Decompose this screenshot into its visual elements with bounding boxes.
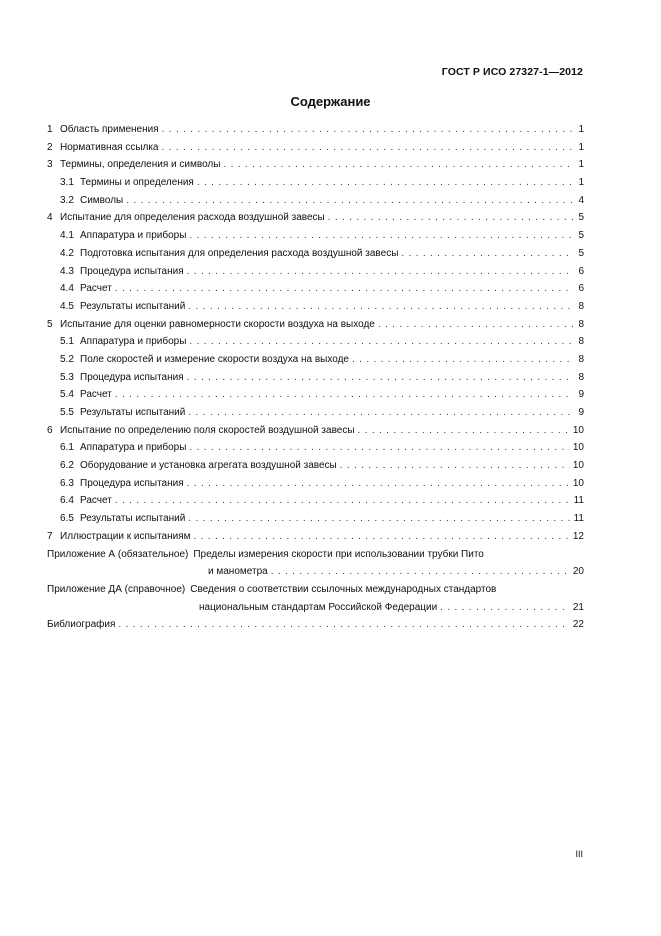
toc-entry-number: 4.5 (60, 300, 74, 312)
toc-entry[interactable] (47, 351, 584, 369)
toc-leader-dots (188, 510, 570, 528)
toc-entry-number: 6.2 (60, 460, 74, 472)
appendix-first-line (47, 546, 584, 564)
bibliography-label: Библиография (47, 619, 116, 631)
toc-entry-number: 4 (47, 212, 53, 224)
toc-entry[interactable] (47, 192, 584, 210)
toc-appendix-entry[interactable] (47, 581, 584, 616)
toc-entry-label: Поле скоростей и измерение скорости воздуха на выходе (80, 353, 349, 365)
toc-leader-dots (197, 174, 573, 192)
toc-entry-page: 8 (578, 300, 584, 312)
toc-entry-page: 6 (578, 265, 584, 277)
toc-entry[interactable] (47, 298, 584, 316)
toc-entry-label: Аппаратура и приборы (80, 336, 187, 348)
toc-entry-label: Подготовка испытания для определения расхода воздушной завесы (80, 247, 399, 259)
toc-entry[interactable] (47, 280, 584, 298)
toc-leader-dots (115, 492, 571, 510)
toc-entry-number: 6 (47, 424, 53, 436)
toc-entry-label: Расчет (80, 495, 112, 507)
toc-entry-page: 1 (578, 141, 584, 153)
toc-leader-dots (115, 386, 573, 404)
toc-entry-page: 10 (572, 477, 584, 489)
toc-entry-label: Аппаратура и приборы (80, 442, 187, 454)
toc-entry[interactable] (47, 316, 584, 334)
toc-entry-page: 11 (573, 495, 584, 507)
page-title: Содержание (290, 94, 371, 109)
toc-entry-page: 5 (578, 212, 584, 224)
toc-entry-page: 8 (578, 336, 584, 348)
toc-entry-page: 9 (578, 407, 584, 418)
toc-leader-dots (187, 475, 570, 493)
toc-entry-label: Испытание для определения расхода воздушной завесы (60, 212, 325, 224)
toc-entry[interactable] (47, 475, 584, 493)
toc-entry-page: 1 (578, 177, 584, 189)
toc-entry-number: 4.3 (60, 265, 74, 277)
appendix-prefix: Приложение А (обязательное) (47, 548, 189, 560)
toc-entry-number: 3 (47, 159, 53, 171)
toc-entry-number: 1 (47, 124, 53, 135)
toc-entry-number: 4.2 (60, 247, 74, 259)
toc-entry[interactable] (47, 245, 584, 263)
toc-leader-dots (358, 422, 570, 440)
appendix-prefix: Приложение ДА (справочное) (47, 583, 186, 595)
toc-entry[interactable] (47, 369, 584, 387)
toc-entry-page: 6 (578, 283, 584, 295)
appendix-title-line1: Сведения о соответствии ссылочных международных стандартов (190, 583, 497, 595)
toc-leader-dots (126, 192, 573, 210)
toc-leader-dots (188, 404, 573, 422)
toc-entry-label: Область применения (60, 124, 159, 135)
toc-leader-dots (189, 227, 573, 245)
toc-entry-page: 22 (572, 619, 584, 631)
toc-entry-label: Расчет (80, 283, 112, 295)
toc-entry-label: Нормативная ссылка (60, 141, 159, 153)
toc-entry-label: Термины, определения и символы (60, 159, 221, 171)
document-header: ГОСТ Р ИСО 27327-1—2012 (441, 66, 583, 78)
toc-entry[interactable] (47, 386, 584, 404)
toc-entry-page: 8 (578, 371, 584, 383)
toc-leader-dots (352, 351, 573, 369)
toc-entry[interactable] (47, 227, 584, 245)
toc-entry-number: 7 (47, 530, 53, 542)
toc-entry-label: Оборудование и установка агрегата воздушной завесы (80, 460, 337, 472)
toc-leader-dots (115, 280, 573, 298)
toc-entry-page: 11 (573, 513, 584, 525)
toc-entry-label: Процедура испытания (80, 265, 184, 277)
page-number: III (575, 849, 583, 859)
toc-entry-number: 6.5 (60, 513, 74, 525)
toc-entry-label: Испытание для оценки равномерности скорости воздуха на выходе (60, 318, 375, 330)
toc-entry-page: 10 (572, 460, 584, 472)
toc-leader-dots (340, 457, 570, 475)
toc-appendix-entry[interactable] (47, 546, 584, 581)
toc-entry[interactable] (47, 404, 584, 422)
toc-leader-dots (378, 316, 573, 334)
toc-leader-dots (187, 263, 573, 281)
toc-entry-label: Иллюстрации к испытаниям (60, 530, 191, 542)
toc-entry-number: 2 (47, 141, 53, 153)
toc-entry-page: 10 (572, 442, 584, 454)
appendix-second-line (47, 599, 584, 617)
toc-entry-label: Аппаратура и приборы (80, 230, 187, 242)
toc-entry[interactable] (47, 439, 584, 457)
toc-leader-dots (187, 369, 573, 387)
toc-entry-number: 6.3 (60, 477, 74, 489)
toc-entry-label: Процедура испытания (80, 371, 184, 383)
toc-leader-dots (162, 121, 573, 139)
toc-entry-number: 4.4 (60, 283, 74, 295)
toc-entry[interactable] (47, 333, 584, 351)
toc-entry-number: 5.1 (60, 336, 74, 348)
toc-entry-page: 10 (572, 424, 584, 436)
toc-entry-page: 1 (578, 124, 584, 135)
toc-entry-label: Результаты испытаний (80, 300, 186, 312)
toc-entry-label: Термины и определения (80, 177, 194, 189)
toc-entry-label: Результаты испытаний (80, 407, 186, 418)
toc-entry-number: 4.1 (60, 230, 74, 242)
toc-entry-page: 12 (572, 530, 584, 542)
toc-leader-dots (401, 245, 573, 263)
toc-entry-page: 5 (578, 230, 584, 242)
toc-entry[interactable] (47, 457, 584, 475)
toc-entry-number: 5.5 (60, 407, 74, 418)
toc-leader-dots (223, 156, 573, 174)
toc-entry-number: 5 (47, 318, 53, 330)
toc-entry[interactable] (47, 209, 584, 227)
appendix-title-line2: и манометра (208, 566, 268, 578)
toc-entry-number: 6.1 (60, 442, 74, 454)
appendix-first-line (47, 581, 584, 599)
toc-entry[interactable] (47, 422, 584, 440)
appendix-title-line2: национальным стандартам Российской Федерации (199, 601, 438, 613)
toc-leader-dots (162, 139, 574, 157)
toc-leader-dots (194, 528, 570, 546)
toc-entry-page: 8 (578, 353, 584, 365)
toc-leader-dots (328, 209, 573, 227)
toc-entry-page: 9 (578, 389, 584, 401)
toc-entry-number: 3.2 (60, 194, 74, 206)
toc-leader-dots (189, 439, 569, 457)
toc-entry-label: Символы (80, 194, 124, 206)
toc-entry[interactable] (47, 528, 584, 546)
table-of-contents (47, 121, 584, 634)
toc-entry-number: 5.4 (60, 389, 74, 401)
toc-leader-dots (271, 563, 570, 581)
toc-entry[interactable] (47, 156, 584, 174)
toc-entry-label: Процедура испытания (80, 477, 184, 489)
toc-entry-number: 5.3 (60, 371, 74, 383)
toc-entry-page: 4 (578, 194, 584, 206)
toc-entry[interactable] (47, 263, 584, 281)
toc-entry-page: 1 (578, 159, 584, 171)
toc-entry[interactable] (47, 492, 584, 510)
toc-entry[interactable] (47, 174, 584, 192)
toc-entry[interactable] (47, 139, 584, 157)
toc-entry-page: 5 (578, 247, 584, 259)
toc-entry-label: Расчет (80, 389, 112, 401)
toc-entry-page: 20 (572, 566, 584, 578)
appendix-second-line (47, 563, 584, 581)
toc-entry[interactable] (47, 510, 584, 528)
toc-leader-dots (188, 298, 573, 316)
toc-entry-label: Результаты испытаний (80, 513, 186, 525)
toc-bibliography-entry[interactable] (47, 616, 584, 634)
toc-entry-page: 21 (572, 601, 584, 613)
toc-leader-dots (118, 616, 569, 634)
appendix-title-line1: Пределы измерения скорости при использовании трубки Пито (193, 548, 484, 560)
toc-entry-number: 3.1 (60, 177, 74, 189)
toc-entry-number: 6.4 (60, 495, 74, 507)
toc-entry-page: 8 (578, 318, 584, 330)
toc-leader-dots (440, 599, 570, 617)
toc-entry-label: Испытание по определению поля скоростей воздушной завесы (60, 424, 355, 436)
toc-entry-number: 5.2 (60, 353, 74, 365)
toc-leader-dots (189, 333, 573, 351)
toc-entry[interactable] (47, 121, 584, 139)
